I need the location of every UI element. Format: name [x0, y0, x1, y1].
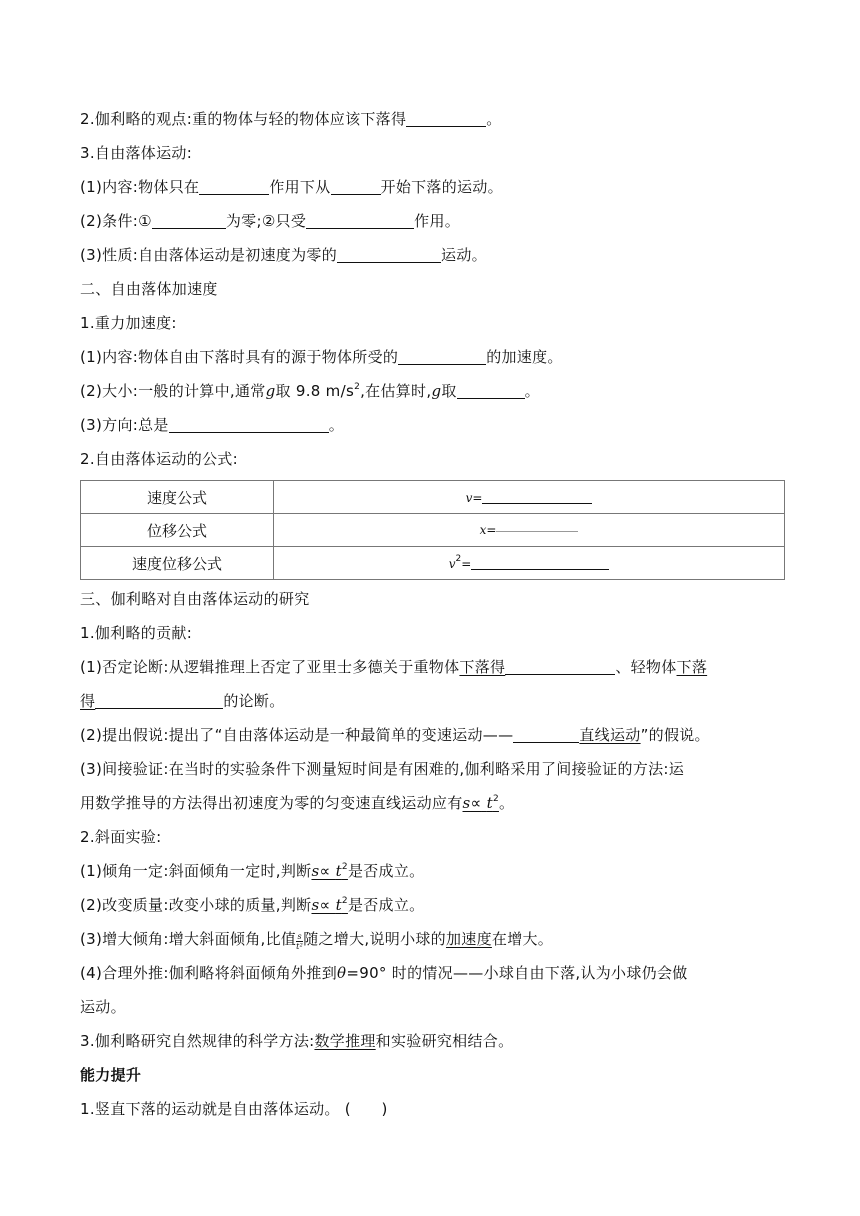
fill-blank[interactable] [337, 242, 441, 263]
fill-blank[interactable] [471, 555, 609, 570]
text: 。 [486, 110, 502, 128]
table-row: 速度公式 v= [81, 481, 785, 514]
table-row: 速度位移公式 $v^2=$ [81, 547, 785, 580]
experiment-line: (2)改变质量:改变小球的质量,判断$s\propto t^2$是否成立。 [80, 896, 425, 914]
worksheet-page [80, 102, 784, 1126]
galileo-view-line [80, 102, 784, 136]
section-heading: 三、伽利略对自由落体运动的研究 [80, 590, 310, 608]
formula-table [80, 480, 785, 580]
fill-blank[interactable] [169, 412, 329, 433]
subheading: 2.自由落体运动的公式: [80, 450, 238, 468]
negation-line-cont: 得 的论断。 [80, 684, 784, 718]
magnitude-line: (2)大小:一般的计算中,通常g取 9.8 $m/s^2$,在估算时,g取 。 [80, 374, 784, 408]
question-line: 1.竖直下落的运动就是自由落体运动。 ( ) [80, 1100, 388, 1118]
verification-line: (3)间接验证:在当时的实验条件下测量短时间是有困难的,伽利略采用了间接验证的方法:运 [80, 760, 685, 778]
subheading: 1.伽利略的贡献: [80, 624, 193, 642]
fill-blank[interactable] [513, 722, 579, 743]
section-heading: 二、自由落体加速度 [80, 280, 218, 298]
experiment-line: (3)增大倾角:增大斜面倾角,比值 $\frac{s}{\text{t²}}$ 随之增大,说明小球的加速度在增大。 [80, 930, 554, 951]
negation-line: (1)否定论断:从逻辑推理上否定了亚里士多德关于重物体下落得 、轻物体下落 [80, 650, 784, 684]
hypothesis-line: (2)提出假说:提出了“自由落体运动是一种最简单的变速运动—— 直线运动”的假说。 [80, 718, 784, 752]
table-row: 位移公式 x= [81, 514, 785, 547]
direction-line: (3)方向:总是 。 [80, 408, 784, 442]
extrapolation-line: (4)合理外推:伽利略将斜面倾角外推到θ=90° 时的情况——小球自由下落,认为小球仍会做 [80, 964, 688, 982]
subheading: 1.重力加速度: [80, 314, 177, 332]
fill-blank[interactable] [331, 174, 381, 195]
fill-blank[interactable] [95, 688, 223, 709]
subheading: 2.斜面实验: [80, 828, 162, 846]
fill-blank[interactable] [306, 208, 414, 229]
content-line: (1)内容:物体只在 作用下从 开始下落的运动。 [80, 170, 784, 204]
fill-blank[interactable] [457, 378, 525, 399]
verification-line-cont: 用数学推导的方法得出初速度为零的匀变速直线运动应有$s\propto t^2$。 [80, 794, 515, 812]
content-line: (1)内容:物体自由下落时具有的源于物体所受的 的加速度。 [80, 340, 784, 374]
fill-blank[interactable] [406, 106, 486, 127]
experiment-line: (1)倾角一定:斜面倾角一定时,判断$s\propto t^2$是否成立。 [80, 862, 425, 880]
property-line: (3)性质:自由落体运动是初速度为零的 运动。 [80, 238, 784, 272]
section-heading-bold: 能力提升 [80, 1066, 142, 1084]
fill-blank[interactable] [496, 523, 578, 532]
fill-blank[interactable] [152, 208, 226, 229]
method-line: 3.伽利略研究自然规律的科学方法:数学推理和实验研究相结合。 [80, 1032, 514, 1050]
condition-line: (2)条件:① 为零;②只受 作用。 [80, 204, 784, 238]
fill-blank[interactable] [482, 489, 592, 504]
extrapolation-line-cont: 运动。 [80, 998, 126, 1016]
text: 2.伽利略的观点:重的物体与轻的物体应该下落得 [80, 110, 407, 128]
fill-blank[interactable] [398, 344, 486, 365]
section-heading: 3.自由落体运动: [80, 144, 193, 162]
fill-blank[interactable] [199, 174, 269, 195]
fill-blank[interactable] [505, 654, 615, 675]
fraction: $\frac{s}{\text{t²}}$ [296, 932, 304, 951]
